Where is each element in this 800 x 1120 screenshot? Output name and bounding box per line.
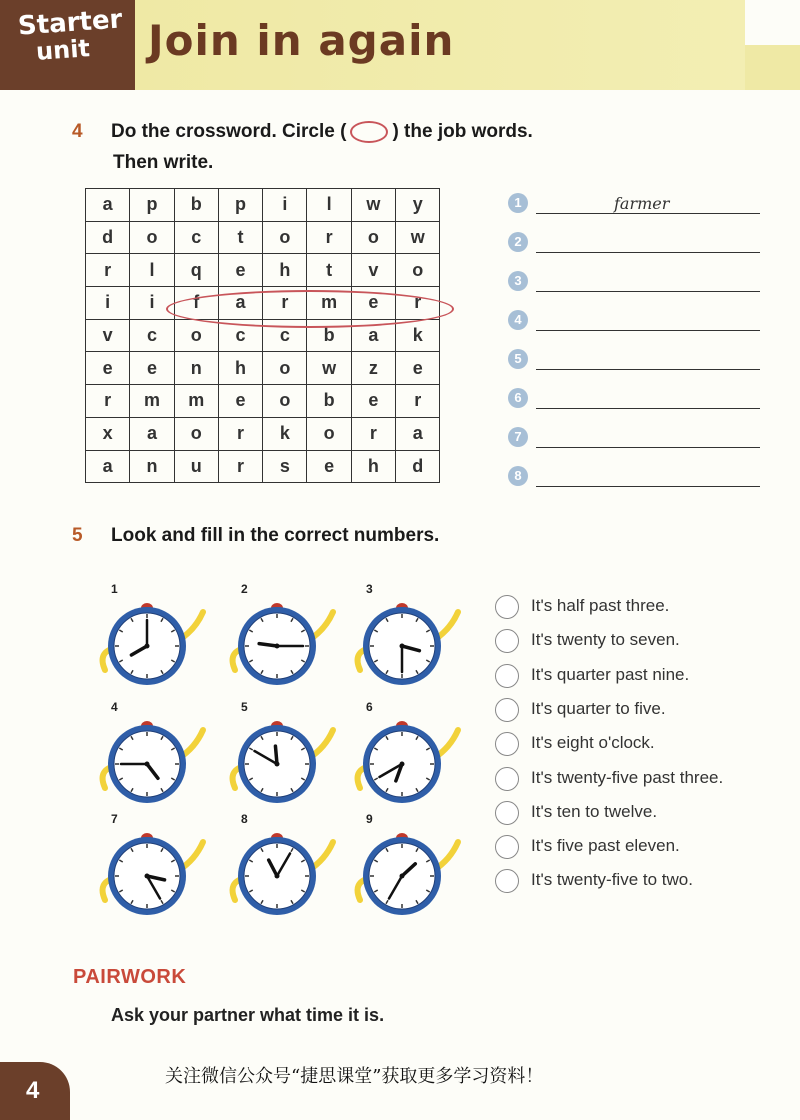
answer-circle-input[interactable] [495,801,519,825]
grid-cell[interactable]: b [174,189,218,222]
grid-cell[interactable]: a [86,450,130,483]
clock-number-label: 1 [111,582,118,596]
grid-cell[interactable]: b [307,319,351,352]
grid-row [86,450,440,483]
grid-cell[interactable]: r [396,385,440,418]
answer-line[interactable] [536,213,760,214]
answer-row[interactable] [508,310,760,332]
grid-cell[interactable]: a [218,287,262,320]
time-option-text: It's eight o'clock. [531,733,655,753]
clock-center-pin [145,762,150,767]
grid-cell[interactable]: r [307,221,351,254]
grid-cell[interactable]: l [130,254,174,287]
clock-item [95,812,225,932]
time-option-text: It's half past three. [531,596,670,615]
answer-line[interactable] [536,330,760,331]
header [0,0,800,90]
answer-circle-input[interactable] [495,664,519,688]
clock-number-label: 2 [241,582,248,596]
pairwork-instruction: Ask your partner what time it is. [111,1005,385,1025]
answer-circle-input[interactable] [495,835,519,859]
grid-cell[interactable]: c [174,221,218,254]
clock-item [225,700,355,820]
grid-cell[interactable]: r [263,287,307,320]
clock-item [350,812,480,932]
grid-cell[interactable]: t [218,221,262,254]
answer-text: farmer [614,194,670,213]
grid-row [86,417,440,450]
time-option-text: It's ten to twelve. [531,801,658,821]
answer-row[interactable] [508,388,760,410]
grid-cell[interactable]: k [263,417,307,450]
answer-line[interactable] [536,408,760,409]
answer-number-badge: 3 [508,271,528,291]
grid-cell[interactable]: c [130,319,174,352]
answer-circle-input[interactable] [495,595,519,619]
grid-cell[interactable]: r [86,385,130,418]
grid-cell[interactable]: r [351,417,395,450]
grid-cell[interactable]: a [396,417,440,450]
clock-item [225,582,355,702]
grid-cell[interactable]: a [351,319,395,352]
grid-cell[interactable]: o [130,221,174,254]
grid-cell[interactable]: x [86,417,130,450]
grid-cell[interactable]: e [351,385,395,418]
grid-cell[interactable]: r [396,287,440,320]
clock-icon [225,812,355,932]
grid-cell[interactable]: e [86,352,130,385]
answer-number-badge: 7 [508,427,528,447]
answer-circle-farmer [166,290,454,328]
grid-row [86,189,440,222]
grid-cell[interactable]: i [86,287,130,320]
grid-cell[interactable]: d [86,221,130,254]
answer-row[interactable] [508,466,760,488]
grid-row [86,352,440,385]
time-option-text: It's twenty to seven. [531,630,680,650]
clock-center-pin [400,644,405,649]
grid-cell[interactable]: m [174,385,218,418]
clock-number-label: 5 [241,700,248,714]
page-number-badge [0,1062,70,1120]
grid-cell[interactable]: a [130,417,174,450]
grid-cell[interactable]: r [218,450,262,483]
grid-cell[interactable]: h [218,352,262,385]
clock-hour-hand [259,644,277,646]
exercise-4-instruction-line2: Then write. [113,152,214,173]
grid-cell[interactable]: h [351,450,395,483]
grid-cell[interactable]: o [351,221,395,254]
clock-center-pin [400,874,405,879]
unit-label-line1: Starter [17,4,124,42]
grid-cell[interactable]: n [130,450,174,483]
grid-cell[interactable]: m [130,385,174,418]
answer-number-badge: 1 [508,193,528,213]
clock-icon [225,582,355,702]
exercise-5-number: 5 [72,525,83,546]
clock-number-label: 6 [366,700,373,714]
pairwork-heading: PAIRWORK [73,966,187,988]
clock-item [95,582,225,702]
clock-center-pin [275,644,280,649]
answer-circle-input[interactable] [495,698,519,722]
grid-cell[interactable]: e [307,450,351,483]
answer-circle-input[interactable] [495,732,519,756]
footer-note: 关注微信公众号“捷思课堂”获取更多学习资料！ [165,1066,544,1087]
time-option-text: It's five past eleven. [531,836,680,856]
grid-cell[interactable]: o [307,417,351,450]
grid-cell[interactable]: v [351,254,395,287]
grid-cell[interactable]: p [218,189,262,222]
circle-symbol-icon [350,121,388,143]
grid-cell[interactable]: v [86,319,130,352]
clock-number-label: 8 [241,812,248,826]
clock-center-pin [400,762,405,767]
grid-cell[interactable]: e [218,254,262,287]
time-option-text: It's twenty-five to two. [531,870,693,890]
grid-cell[interactable]: c [263,319,307,352]
page-title: Join in again [148,16,455,65]
grid-cell[interactable]: h [263,254,307,287]
grid-row [86,221,440,254]
grid-cell[interactable]: n [174,352,218,385]
grid-cell[interactable]: w [396,221,440,254]
time-option-text: It's quarter past nine. [531,664,690,684]
clock-item [350,700,480,820]
answer-row[interactable] [508,349,760,371]
answer-row[interactable] [508,232,760,254]
clock-icon [350,582,480,702]
exercise-5-instruction: Look and fill in the correct numbers. [111,525,440,546]
grid-cell[interactable]: c [218,319,262,352]
grid-cell[interactable]: i [130,287,174,320]
grid-cell[interactable]: q [174,254,218,287]
grid-cell[interactable]: b [307,385,351,418]
answer-row[interactable] [508,427,760,449]
grid-cell[interactable]: o [263,385,307,418]
grid-cell[interactable]: k [396,319,440,352]
grid-row [86,385,440,418]
grid-cell[interactable]: o [263,352,307,385]
grid-cell[interactable]: m [307,287,351,320]
clock-center-pin [145,874,150,879]
grid-cell[interactable]: o [174,417,218,450]
instruction-part1: Do the crossword. Circle ( [111,121,347,143]
grid-cell[interactable]: o [174,319,218,352]
grid-cell[interactable]: e [218,385,262,418]
answer-line[interactable] [536,252,760,253]
time-option-text: It's twenty-five past three. [531,767,724,787]
grid-cell[interactable]: e [351,287,395,320]
grid-cell[interactable]: u [174,450,218,483]
clock-icon [95,700,225,820]
grid-cell[interactable]: w [351,189,395,222]
grid-cell[interactable]: y [396,189,440,222]
answer-number-badge: 8 [508,466,528,486]
unit-badge [0,0,135,90]
answer-line[interactable] [536,369,760,370]
answer-line[interactable] [536,447,760,448]
clock-number-label: 4 [111,700,118,714]
grid-cell[interactable]: r [218,417,262,450]
grid-cell[interactable]: p [130,189,174,222]
clock-hour-hand [275,746,277,764]
answer-row[interactable] [508,193,760,215]
grid-cell[interactable]: z [351,352,395,385]
grid-cell[interactable]: d [396,450,440,483]
grid-cell[interactable]: w [307,352,351,385]
answer-number-badge: 4 [508,310,528,330]
grid-cell[interactable]: s [263,450,307,483]
answer-line[interactable] [536,291,760,292]
answer-circle-input[interactable] [495,629,519,653]
answer-number-badge: 5 [508,349,528,369]
clock-icon [350,700,480,820]
answer-row[interactable] [508,271,760,293]
answer-line[interactable] [536,486,760,487]
grid-cell[interactable]: o [396,254,440,287]
unit-label-line2: unit [35,34,91,66]
exercise-4-number: 4 [72,121,83,142]
grid-cell[interactable]: t [307,254,351,287]
clock-number-label: 3 [366,582,373,596]
grid-cell[interactable]: l [307,189,351,222]
grid-row [86,254,440,287]
clock-icon [350,812,480,932]
grid-cell[interactable]: e [396,352,440,385]
word-search-grid [85,188,440,483]
clock-number-label: 9 [366,812,373,826]
answer-circle-input[interactable] [495,767,519,791]
clock-center-pin [145,644,150,649]
page-number: 4 [26,1077,40,1104]
grid-cell[interactable]: o [263,221,307,254]
clock-icon [95,812,225,932]
clock-icon [225,700,355,820]
grid-cell[interactable]: a [86,189,130,222]
answer-number-badge: 2 [508,232,528,252]
time-option-text: It's quarter to five. [531,698,666,718]
grid-cell[interactable]: e [130,352,174,385]
grid-cell[interactable]: r [86,254,130,287]
exercise-4-instruction [111,121,533,143]
clock-item [225,812,355,932]
instruction-part2: ) the job words. [392,121,533,143]
grid-cell[interactable]: i [263,189,307,222]
clock-number-label: 7 [111,812,118,826]
answer-number-badge: 6 [508,388,528,408]
clock-item [350,582,480,702]
answer-circle-input[interactable] [495,869,519,893]
clock-center-pin [275,762,280,767]
clock-center-pin [275,874,280,879]
clock-icon [95,582,225,702]
clock-item [95,700,225,820]
grid-cell[interactable]: f [174,287,218,320]
